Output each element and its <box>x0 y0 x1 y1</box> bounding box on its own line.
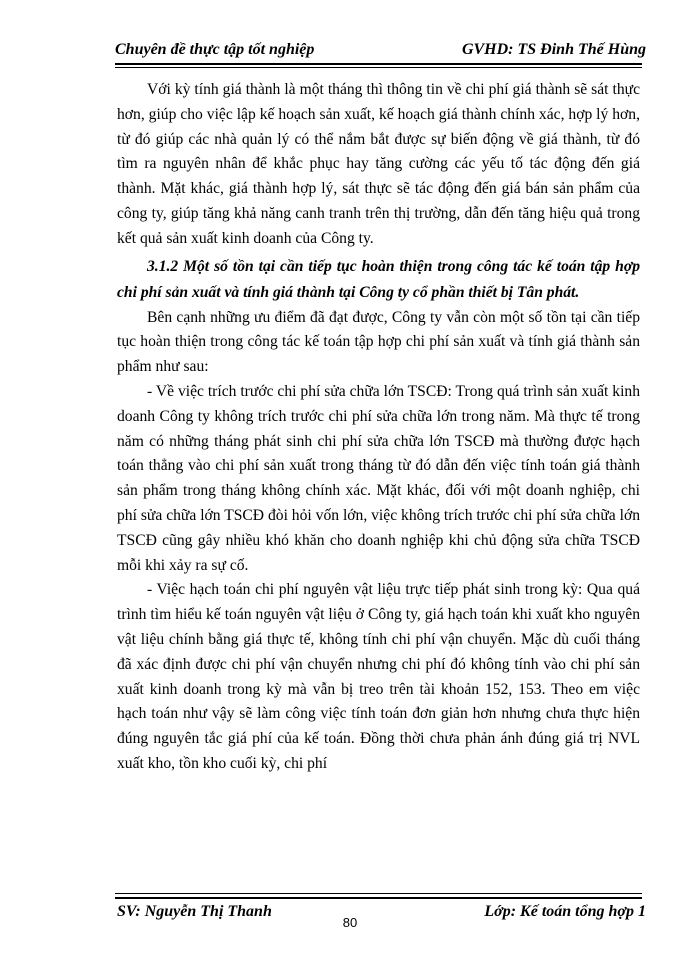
paragraph-intro-issues: Bên cạnh những ưu điểm đã đạt được, Công ty vẫn còn một số tồn tại cần tiếp tục hoàn thiện trong công tác kế toán tập hợp chi phí sản xuất và tính giá thành sản phẩm như sau: <box>117 308 640 376</box>
footer-student: SV: Nguyễn Thị Thanh <box>117 903 272 920</box>
paragraph-repair-costs: - Về việc trích trước chi phí sửa chữa lớn TSCĐ: Trong quá trình sản xuất kinh doanh Công ty không trích trước chi phí sửa chữa lớn trong năm. Mà thực tế trong năm có những tháng phát sinh chi phí sửa chữa lớn TSCĐ mà thường được hạch toán thẳng vào chi phí sản xuất trong tháng từ đó dẫn đến việc tính toán giá thành sản phẩm trong tháng không chính xác. Mặt khác, đối với một doanh nghiệp, chi phí sửa chữa lớn TSCĐ đòi hỏi vốn lớn, việc không trích trước chi phí sửa chữa lớn TSCĐ cũng gây nhiều khó khăn cho doanh nghiệp khi chủ động sửa chữa TSCĐ mỗi khi xảy ra sự cố. <box>117 382 640 574</box>
footer-class: Lớp: Kế toán tổng hợp 1 <box>484 903 646 920</box>
footer-rule-thin <box>115 893 642 894</box>
page-number: 80 <box>342 915 358 930</box>
section-heading: 3.1.2 Một số tồn tại cần tiếp tục hoàn thiện trong công tác kế toán tập hợp chi phí sản xuất và tính giá thành tại Công ty cổ phần thiết bị Tân phát. <box>117 257 640 301</box>
header-rule-thick <box>115 63 642 65</box>
page-body <box>117 78 640 777</box>
header-rule-thin <box>115 67 642 68</box>
footer-rule-thick <box>115 897 642 899</box>
paragraph-material-costs: - Việc hạch toán chi phí nguyên vật liệu trực tiếp phát sinh trong kỳ: Qua quá trình tìm hiểu kế toán nguyên vật liệu ở Công ty, giá hạch toán khi xuất kho nguyên vật liệu chính bằng giá thực tế, không tính chi phí vận chuyển. Mặc dù cuối tháng đã xác định được chi phí vận chuyển nhưng chi phí đó không tính vào chi phí sản xuất kinh doanh trong kỳ mà vẫn bị treo trên tài khoản 152, 153. Theo em việc hạch toán như vậy sẽ làm công việc tính toán đơn giản hơn nhưng chưa thực hiện đúng nguyên tắc giá phí của kế toán. Đồng thời chưa phản ánh đúng giá trị NVL xuất kho, tồn kho cuối kỳ, chi phí <box>117 581 640 772</box>
header-document-title: Chuyên đề thực tập tốt nghiệp <box>115 41 315 58</box>
header-supervisor: GVHD: TS Đinh Thế Hùng <box>461 41 646 58</box>
paragraph-price-period: Với kỳ tính giá thành là một tháng thì thông tin về chi phí giá thành sẽ sát thực hơn, giúp cho việc lập kế hoạch sản xuất, kế hoạch giá thành chính xác, hợp lý hơn, từ đó giúp các nhà quản lý có thể nắm bắt được sự biến động về giá thành, từ đó tìm ra nguyên nhân để khắc phục hay tăng cường các yếu tố tác động đến giá thành. Mặt khác, giá thành hợp lý, sát thực sẽ tác động đến giá bán sản phẩm của công ty, giúp tăng khả năng canh tranh trên thị trường, dẫn đến tăng hiệu quả trong kết quả sản xuất kinh doanh của Công ty. <box>117 81 640 247</box>
